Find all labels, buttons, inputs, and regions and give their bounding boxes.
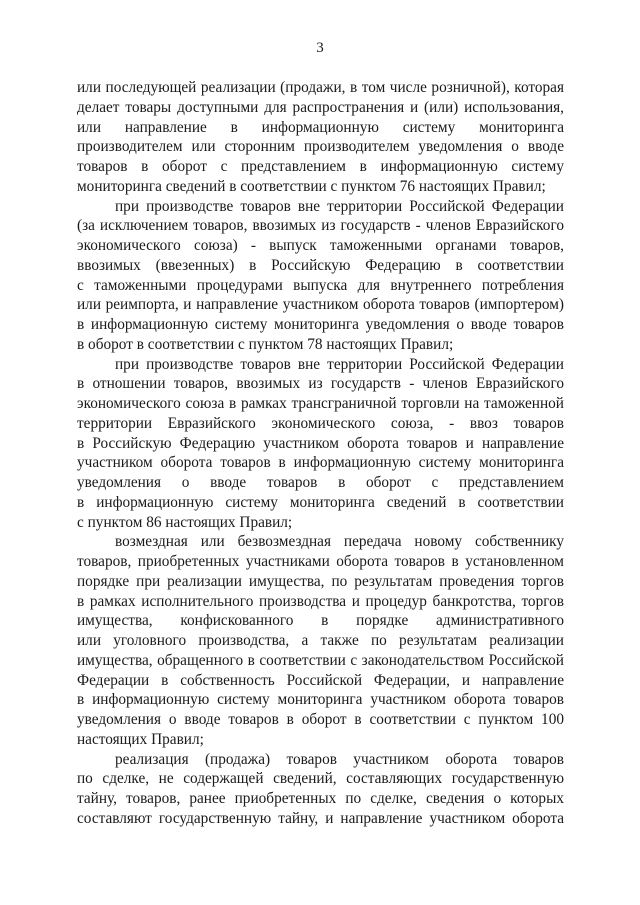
paragraph-first-line: при производстве товаров вне территории Российской Федерации	[115, 355, 564, 373]
paragraph-first-line: возмездная или безвозмездная передача новому собственнику	[115, 533, 564, 551]
text-line: настоящих Правил;	[77, 730, 204, 748]
page-number: 3	[316, 40, 324, 56]
paragraph-first-line: при производстве товаров вне территории Российской Федерации	[115, 197, 564, 215]
text-line: в оборот в соответствии с пунктом 78 настоящих Правил;	[77, 335, 454, 353]
text-line: уведомления о вводе товаров в оборот в соответствии с пунктом 100	[77, 711, 564, 728]
text-line: Федерации в собственность Российской Федерации, и направление	[77, 671, 564, 689]
paragraph-first-line: реализация (продажа) товаров участником оборота товаров	[115, 750, 564, 768]
text-line: (за исключением товаров, ввозимых из государств - членов Евразийского	[77, 217, 564, 235]
text-line: в отношении товаров, ввозимых из государств - членов Евразийского	[77, 375, 564, 393]
text-line: товаров в оборот с представлением в информационную систему	[77, 158, 564, 175]
text-line: имущества, конфискованного в порядке административного	[77, 612, 564, 630]
text-line: в рамках исполнительного производства и процедур банкротства, торгов	[77, 592, 564, 610]
text-line: экономического союза) - выпуск таможенными органами товаров,	[77, 237, 564, 254]
text-line: или реимпорта, и направление участником оборота товаров (импортером)	[77, 296, 564, 314]
text-line: территории Евразийского экономического союза, - ввоз товаров	[77, 414, 564, 432]
text-line: товаров, приобретенных участниками оборота товаров в установленном	[77, 553, 564, 570]
text-line: или направление в информационную систему мониторинга	[77, 118, 564, 136]
text-line: порядке при реализации имущества, по результатам проведения торгов	[77, 572, 564, 590]
text-line: с таможенными процедурами выпуска для внутреннего потребления	[77, 276, 564, 294]
text-line: по сделке, не содержащей сведений, составляющих государственную	[77, 770, 564, 788]
text-line: в информационную систему мониторинга уведомления о вводе товаров	[77, 316, 564, 333]
text-line: производителем или сторонним производителем уведомления о вводе	[77, 138, 564, 156]
text-line: участником оборота товаров в информационную систему мониторинга	[77, 454, 564, 472]
text-line: в информационную систему мониторинга участником оборота товаров	[77, 691, 564, 709]
text-line: в Российскую Федерацию участником оборота товаров и направление	[77, 434, 564, 452]
text-line: экономического союза в рамках трансграничной торговли на таможенной	[77, 395, 564, 412]
text-line: мониторинга сведений в соответствии с пунктом 76 настоящих Правил;	[77, 177, 546, 195]
text-line: или последующей реализации (продажи, в том числе розничной), которая	[77, 79, 564, 96]
text-line: или уголовного производства, а также по результатам реализации	[77, 632, 564, 649]
text-line: тайну, товаров, ранее приобретенных по сделке, сведения о которых	[77, 790, 564, 807]
text-line: делает товары доступными для распространения и (или) использования,	[77, 98, 564, 116]
text-line: уведомления о вводе товаров в оборот с представлением	[77, 474, 564, 491]
text-line: с пунктом 86 настоящих Правил;	[77, 513, 293, 531]
text-line: имущества, обращенного в соответствии с законодательством Российской	[77, 651, 564, 669]
text-line: в информационную систему мониторинга сведений в соответствии	[77, 493, 564, 511]
text-line: ввозимых (ввезенных) в Российскую Федерацию в соответствии	[77, 256, 564, 274]
text-line: составляют государственную тайну, и направление участником оборота	[77, 809, 564, 827]
